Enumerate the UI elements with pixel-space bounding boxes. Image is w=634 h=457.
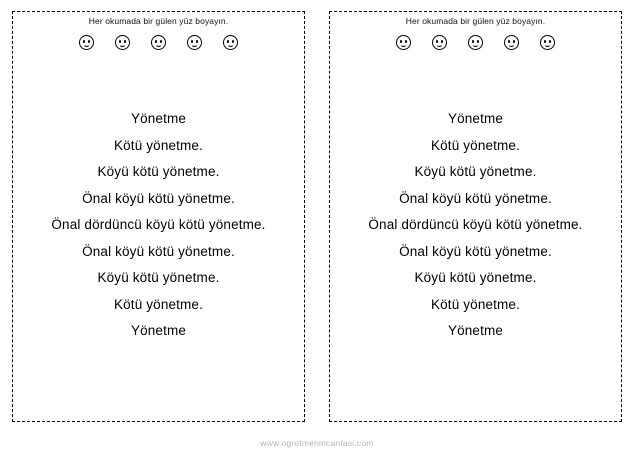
worksheet-card-right	[317, 0, 634, 457]
smiley-row-right	[396, 35, 555, 50]
instruction-text-left: Her okumada bir gülen yüz boyayın.	[88, 16, 229, 26]
pyramid-line: Önal köyü kötü yönetme.	[82, 190, 235, 206]
pyramid-line: Kötü yönetme.	[113, 137, 203, 153]
pyramid-line: Önal köyü kötü yönetme.	[399, 190, 552, 206]
smiley-face-icon[interactable]	[115, 35, 130, 50]
card-content-right	[327, 8, 624, 351]
pyramid-line: Önal dördüncü köyü kötü yönetme.	[368, 217, 583, 232]
pyramid-line: Kötü yönetme.	[430, 137, 520, 153]
smiley-face-icon[interactable]	[187, 35, 202, 50]
pyramid-line: Önal köyü kötü yönetme.	[399, 243, 552, 259]
pyramid-line: Köyü kötü yönetme.	[97, 270, 220, 285]
pyramid-line: Köyü kötü yönetme.	[414, 164, 537, 179]
card-content-left	[10, 8, 307, 351]
pyramid-line: Kötü yönetme.	[113, 296, 203, 312]
reading-pyramid-left	[10, 112, 307, 351]
smiley-face-icon[interactable]	[151, 35, 166, 50]
smiley-face-icon[interactable]	[468, 35, 483, 50]
instruction-text-right: Her okumada bir gülen yüz boyayın.	[405, 16, 546, 26]
smiley-face-icon[interactable]	[432, 35, 447, 50]
pyramid-line: Yönetme	[447, 111, 504, 126]
pyramid-line: Yönetme	[130, 323, 187, 338]
pyramid-line: Kötü yönetme.	[430, 296, 520, 312]
pyramid-line: Yönetme	[447, 323, 504, 338]
pyramid-line: Köyü kötü yönetme.	[97, 164, 220, 179]
smiley-face-icon[interactable]	[504, 35, 519, 50]
pyramid-line: Önal dördüncü köyü kötü yönetme.	[51, 217, 266, 232]
smiley-face-icon[interactable]	[396, 35, 411, 50]
watermark-text: www.ogretmenincantasi.com	[260, 438, 374, 448]
reading-pyramid-right	[327, 112, 624, 351]
smiley-face-icon[interactable]	[540, 35, 555, 50]
smiley-row-left	[79, 35, 238, 50]
smiley-face-icon[interactable]	[223, 35, 238, 50]
smiley-face-icon[interactable]	[79, 35, 94, 50]
pyramid-line: Yönetme	[130, 111, 187, 126]
pyramid-line: Önal köyü kötü yönetme.	[82, 243, 235, 259]
pyramid-line: Köyü kötü yönetme.	[414, 270, 537, 285]
